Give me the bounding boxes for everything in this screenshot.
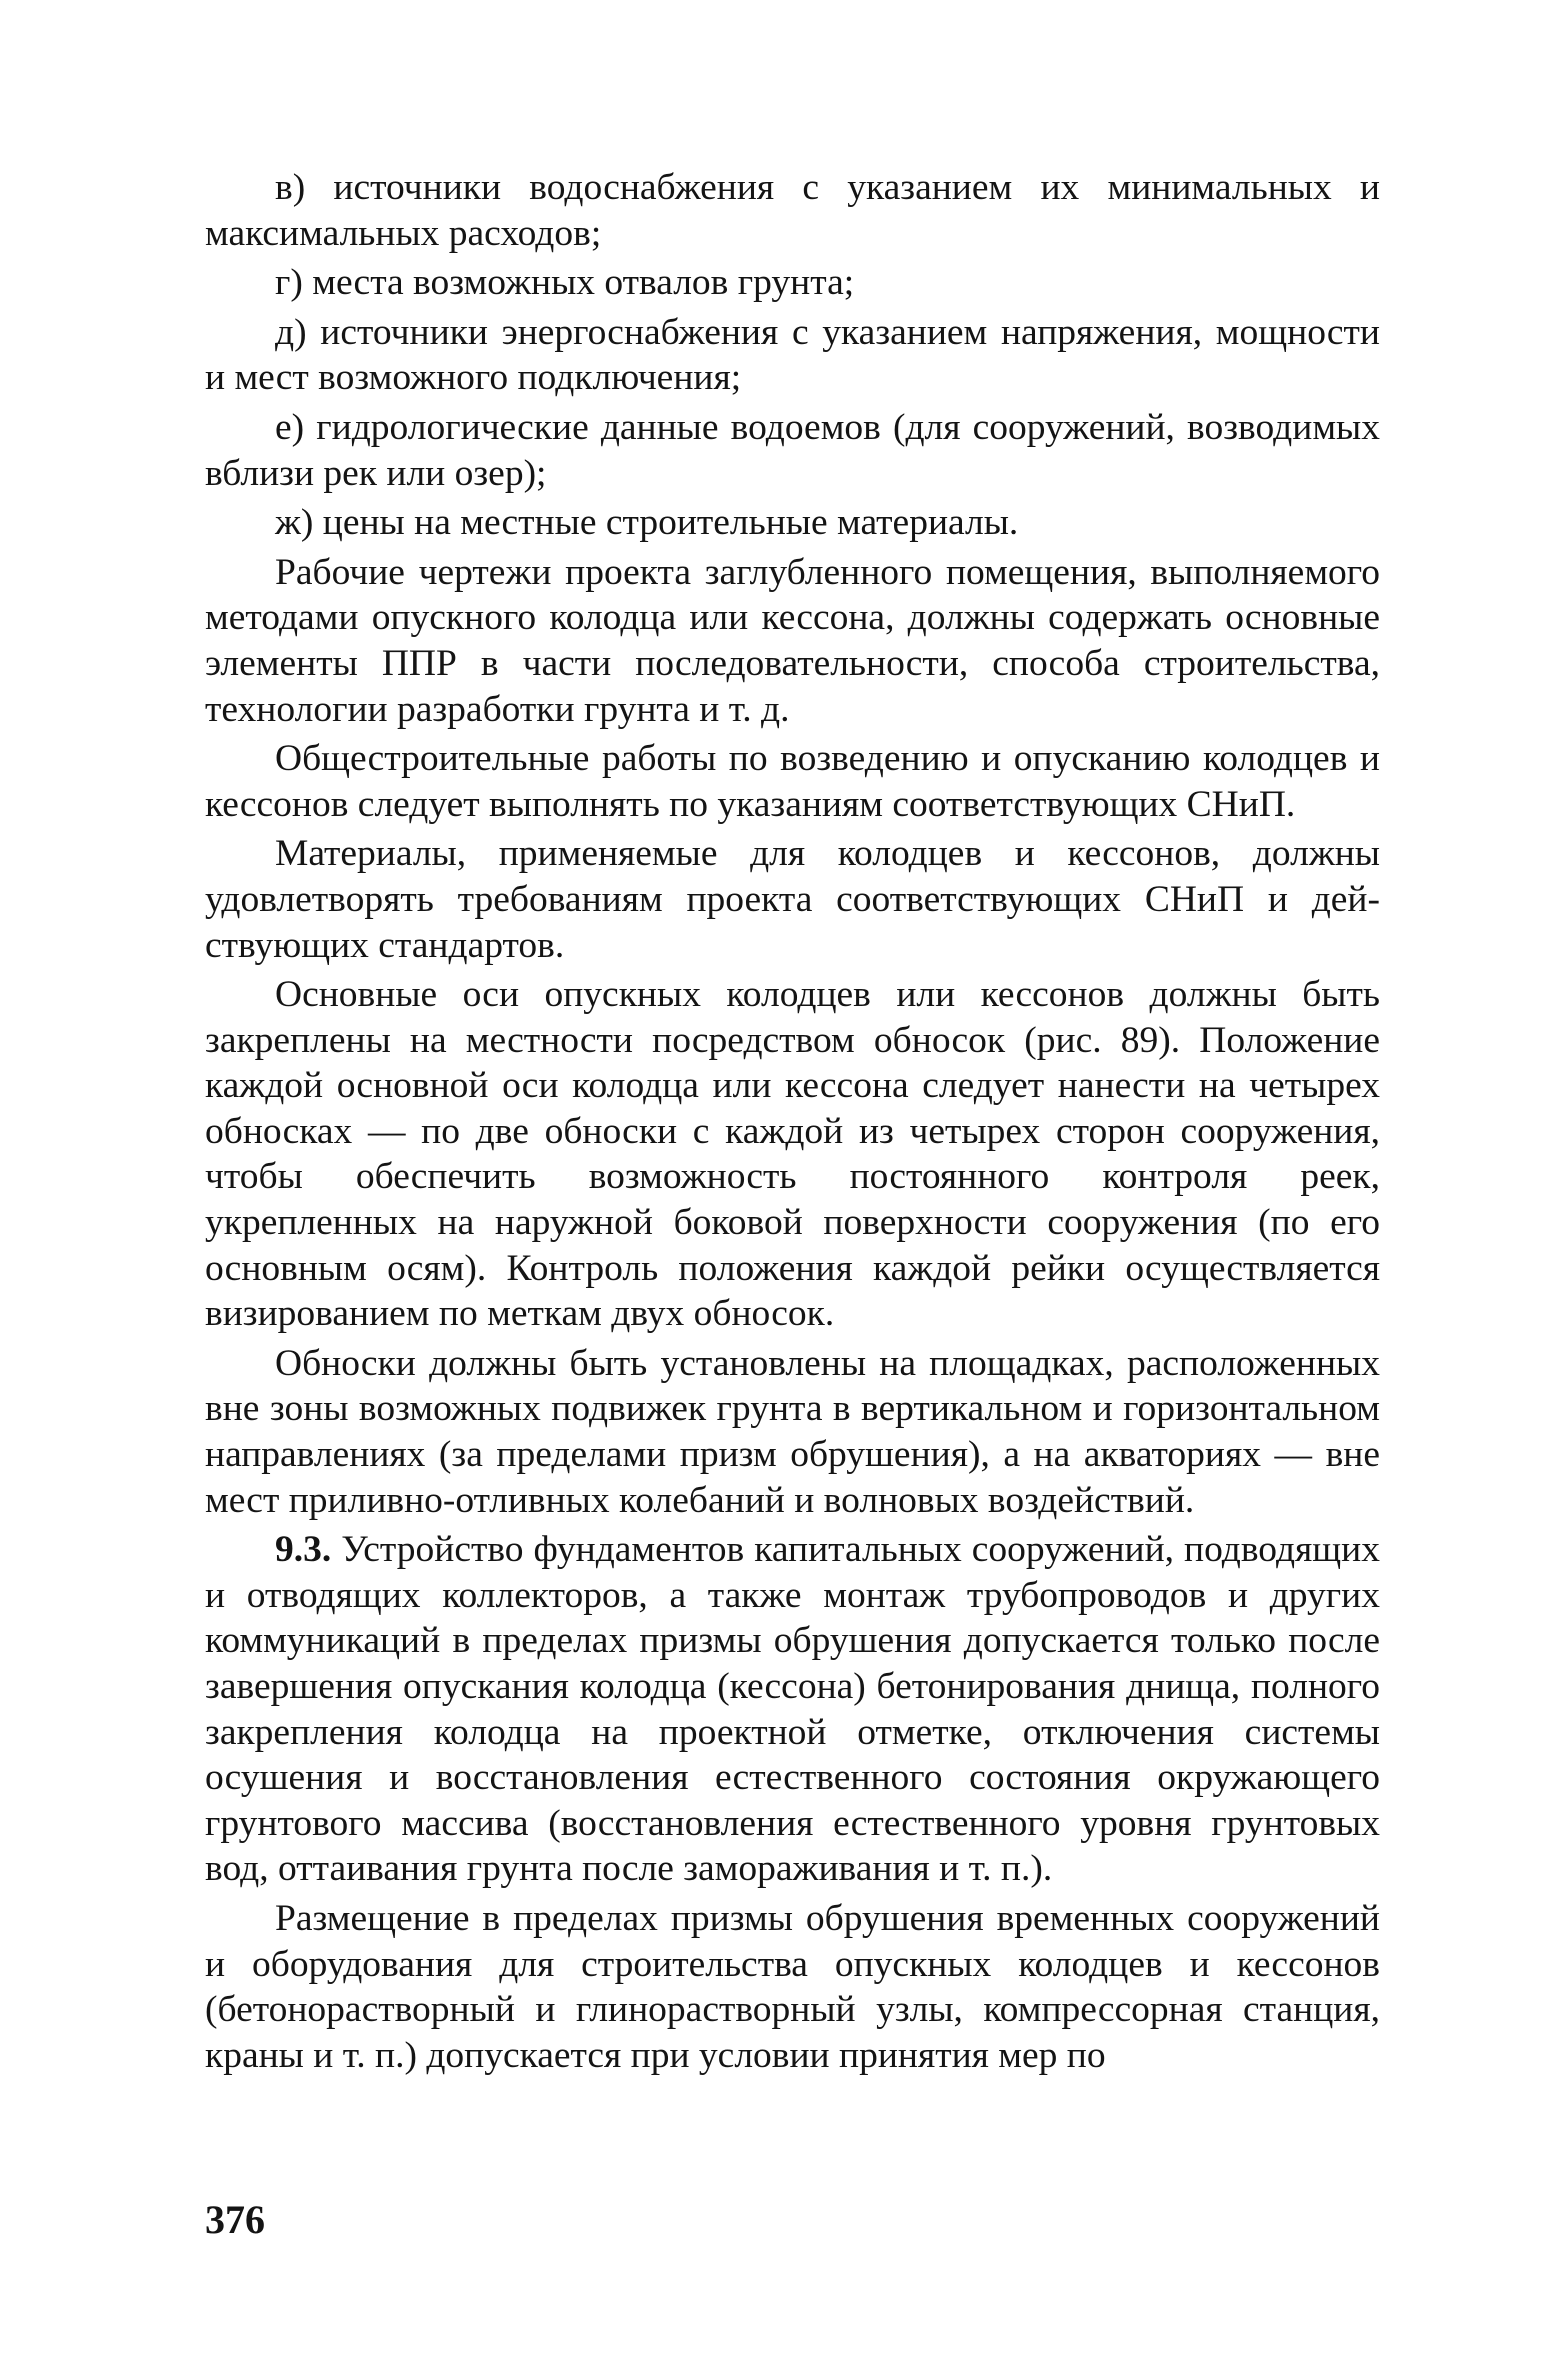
paragraph-general-works: Общестроительные работы по возведению и опусканию колодцев и кессонов следует выполнять по указаниям соответствующих СНиП. [205, 738, 1380, 825]
paragraph-materials: Материалы, применяемые для колодцев и кессонов, должны удовлетворять требованиям проекта соответствующих СНиП и действующих стандартов. [205, 833, 1380, 966]
paragraph-placement: Размещение в пределах призмы обрушения временных сооружений и оборудования для строительства опускных колодцев и кессонов (бетонорастворный и глинорастворный узлы, компрессорная станция, краны и т. п.) допускается при условии принятия мер по [205, 1897, 1380, 2076]
page-number: 376 [205, 2197, 265, 2242]
paragraph-soil-dumps: г) места возможных отвалов грунта; [275, 262, 855, 304]
paragraph-batter-boards: Обноски должны быть установлены на площадках, расположенных вне зоны возможных подвижек грунта в вертикальном и горизонтальном направлениях (за пределами призм обрушения), а на акваториях — вне мест приливно-отливных колебаний и волновых воздействий. [205, 1342, 1380, 1521]
section-number: 9.3. [275, 1529, 332, 1571]
paragraph-power-sources: д) источники энергоснабжения с указанием напряжения, мощности и мест возможного подключения; [205, 311, 1380, 399]
section-9-3 [205, 1527, 1380, 1892]
paragraph-hydrology: е) гидрологические данные водоемов (для сооружений, возводимых вблизи рек или озер); [205, 406, 1380, 494]
paragraph-working-drawings: Рабочие чертежи проекта заглубленного помещения, выполняемого методами опускного колодца или кессона, должны содержать основные элементы ППР в части последовательности, способа строительства, технологии разработки грунта и т. д. [205, 551, 1380, 730]
paragraph-water-sources: в) источники водоснабжения с указанием их минимальных и максимальных расходов; [205, 167, 1380, 254]
paragraph-prices: ж) цены на местные строительные материалы. [275, 502, 1019, 544]
paragraph-main-axes: Основные оси опускных колодцев или кессонов должны быть закреплены на местности посредством обносок (рис. 89). Положение каждой основной оси колодца или кессона следует нанести на четырех обносках — по две обноски с каждой из четырех сторон сооружения, чтобы обеспечить возможность постоянного контроля реек, укрепленных на наружной боковой поверхности сооружения (по его основным осям). Контроль положения каждой рейки осуществляется визированием по меткам двух обносок. [205, 974, 1380, 1335]
section-text: Устройство фундаментов капитальных сооружений, подводящих и отводящих коллекторов, а также монтаж трубопроводов и других коммуникаций в пределах призмы обрушения допускается только после завершения опускания колодца (кессона) бетонирования днища, полного закрепления колодца на проектной отметке, отключения системы осушения и восстановления естественного состояния окружающего грунтового массива (восстановления естественного уровня грунтовых вод, оттаивания грунта после замораживания и т. п.). [205, 1529, 1380, 1890]
page-text [205, 165, 1380, 2265]
